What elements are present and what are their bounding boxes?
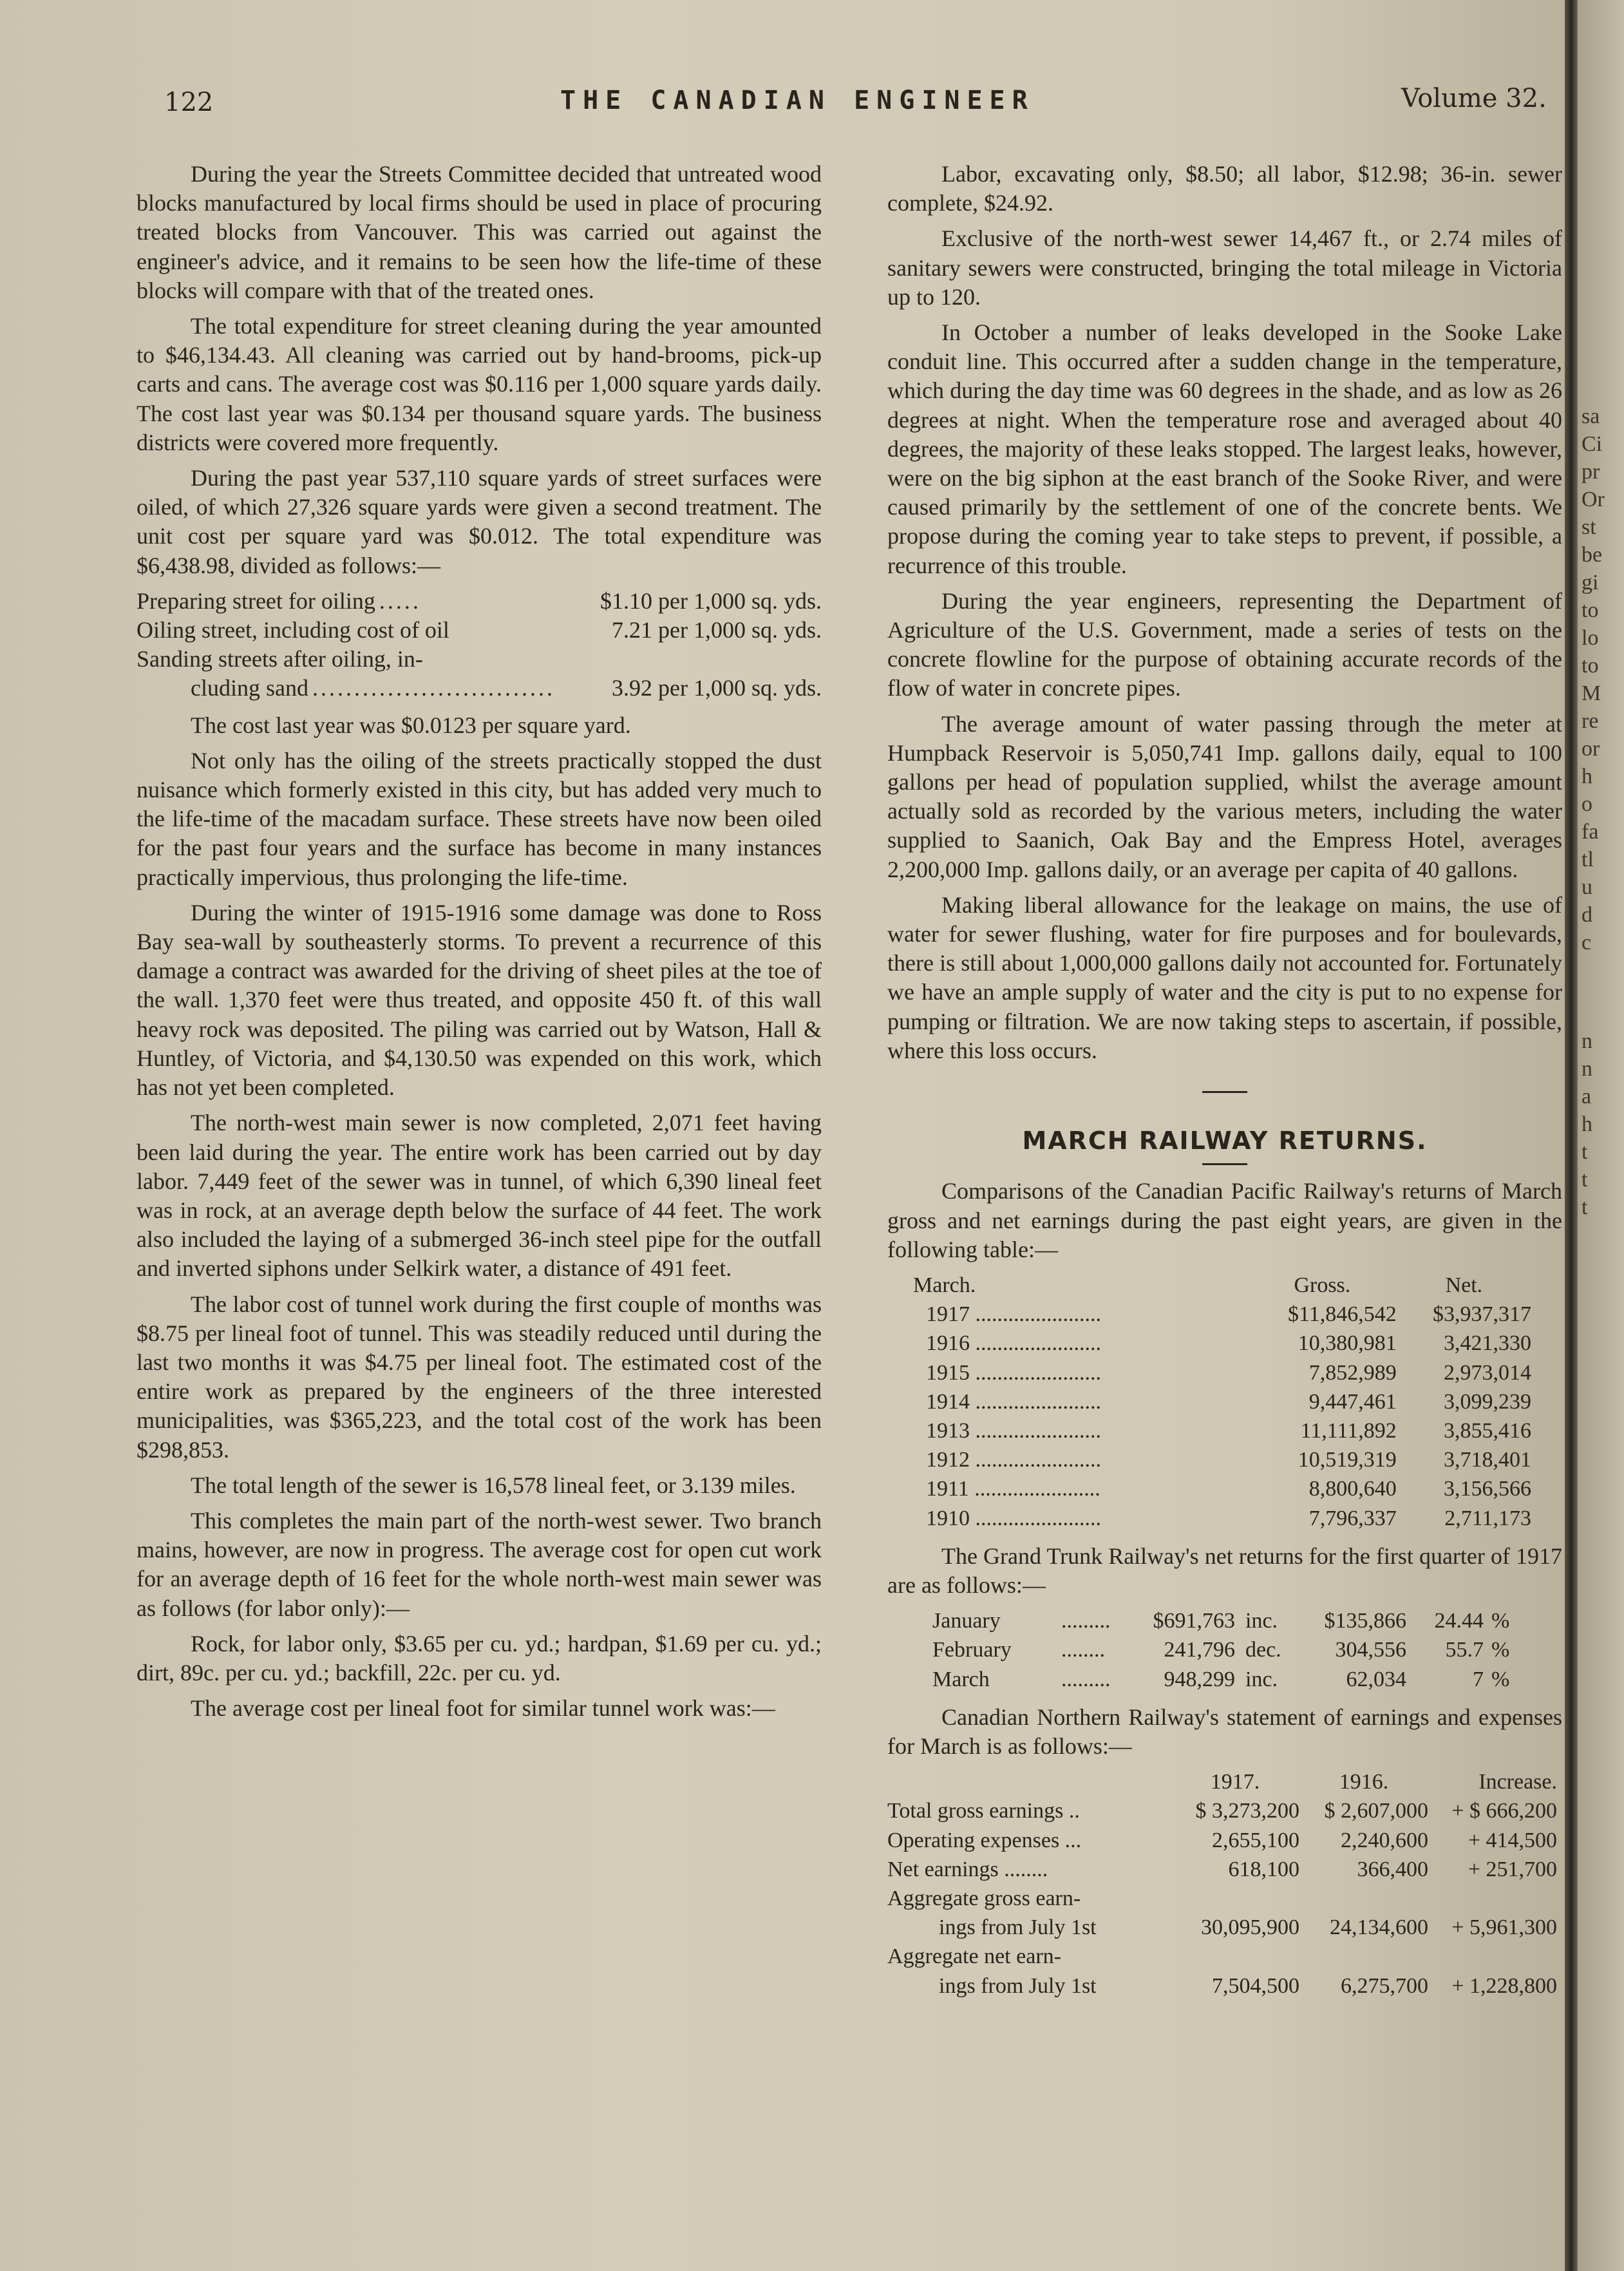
page-fragment: Or: [1582, 488, 1605, 511]
table-row: 1912 ....................... 10,519,319 3,718,401: [926, 1448, 1531, 1472]
table-row: 1916 ....................... 10,380,981 3,421,330: [926, 1331, 1531, 1356]
paragraph: In October a number of leaks developed in the Sooke Lake conduit line. This occurred after a sudden change in the temperature, which during the day time was 60 degrees in the shade, and as low as 26 degrees at night. When the temperature rose and averaged about 40 degrees, the majority of these leaks stopped. The largest leaks, however, were on the big siphon at the east branch of the Sooke River, and were caused primarily by the settlement of one of the concrete bents. We propose during the coming year to take steps to prevent, if possible, a recurrence of this trouble.: [887, 319, 1562, 578]
page-fragment: tl: [1582, 848, 1594, 871]
page-fragment: or: [1582, 737, 1600, 761]
oiling-item: Oiling street, including cost of oil 7.21 per 1,000 sq. yds.: [137, 617, 822, 643]
gtr-returns-table: [932, 1606, 1509, 1694]
page-fragment: fa: [1582, 820, 1599, 844]
heading-underline: [1202, 1163, 1247, 1165]
cnr-earnings-table: [887, 1767, 1557, 2000]
paragraph: The Grand Trunk Railway's net returns for the first quarter of 1917 are as follows:—: [887, 1543, 1562, 1598]
table-row: 1913 ....................... 11,111,892 3,855,416: [926, 1418, 1531, 1443]
column-header: Net.: [1445, 1273, 1483, 1297]
paragraph: Comparisons of the Canadian Pacific Railway's returns of March gross and net earnings during the past eight years, are given in the following table:—: [887, 1178, 1562, 1262]
paragraph: The total expenditure for street cleaning during the year amounted to $46,134.43. All cleaning was carried out by hand-brooms, pick-up carts and cans. The average cost was $0.116 per 1,000 square yards daily. The cost last year was $0.134 per thousand square yards. The business districts were covered more frequently.: [137, 313, 822, 455]
page-fragment: h: [1582, 1112, 1592, 1136]
page-fragment: o: [1582, 792, 1592, 816]
column-header: March.: [913, 1273, 976, 1297]
paragraph: The average amount of water passing through the meter at Humpback Reservoir is 5,050,741 Imp. gallons daily, equal to 100 gallons per head of population supplied, whilst the average amount actually sold as recorded by the various meters, including the water supplied to Saanich, Oak Bay and the Empress Hotel, averages 2,200,000 Imp. gallons daily, or an average per capita of 40 gallons.: [887, 710, 1562, 882]
oiling-item: Sanding streets after oiling, in-: [137, 646, 423, 672]
page-fragment: Ci: [1582, 432, 1603, 456]
table-header-row: [887, 1767, 1557, 1796]
paragraph: Labor, excavating only, $8.50; all labor, $12.98; 36-in. sewer complete, $24.92.: [887, 161, 1562, 216]
page-fragment: to: [1582, 598, 1599, 622]
paragraph: Rock, for labor only, $3.65 per cu. yd.; hardpan, $1.69 per cu. yd.; dirt, 89c. per cu. yd.; backfill, 22c. per cu. yd.: [137, 1630, 822, 1686]
page-fragment: n: [1582, 1057, 1592, 1081]
page-fragment: gi: [1582, 571, 1599, 594]
table-row: Operating expenses ... 2,655,100 2,240,600 + 414,500: [887, 1828, 1557, 1852]
table-header-row: [913, 1271, 1531, 1300]
table-row: Total gross earnings .. $ 3,273,200 $ 2,607,000 + $ 666,200: [887, 1799, 1557, 1823]
left-column: [137, 160, 822, 1729]
page-fragment: t: [1582, 1168, 1588, 1192]
oiling-cost-list: [137, 587, 822, 703]
page-fragment: c: [1582, 931, 1592, 955]
table-row: 1915 ....................... 7,852,989 2,973,014: [926, 1360, 1531, 1385]
table-row: March ......... 948,299 inc. 62,034 7 %: [932, 1667, 1510, 1691]
column-header: 1917.: [1210, 1770, 1260, 1794]
section-heading: MARCH RAILWAY RETURNS.: [1022, 1126, 1428, 1155]
page-fragment: lo: [1582, 626, 1599, 650]
page-number: 122: [164, 88, 214, 117]
table-row: February ........ 241,796 dec. 304,556 55.7 %: [932, 1638, 1510, 1662]
paragraph: During the winter of 1915-1916 some damage was done to Ross Bay sea-wall by southeasterly storms. To prevent a recurrence of this damage a contract was awarded for the driving of sheet piles at the toe of the wall. 1,370 feet were thus treated, and opposite 450 ft. of this wall heavy rock was deposited. The piling was carried out by Watson, Hall & Huntley, of Victoria, and $4,130.50 was expended on this work, which has not yet been completed.: [137, 899, 822, 1101]
page-fragment: t: [1582, 1140, 1588, 1164]
oiling-item: Preparing street for oiling ..... $1.10 per 1,000 sq. yds.: [137, 587, 822, 614]
paragraph: Canadian Northern Railway's statement of earnings and expenses for March is as follows:—: [887, 1704, 1562, 1759]
page-fragment: re: [1582, 709, 1599, 733]
paragraph: The average cost per lineal foot for similar tunnel work was:—: [191, 1695, 775, 1722]
page-header: [0, 82, 1571, 121]
table-row: January ......... $691,763 inc. $135,866 24.44 %: [932, 1609, 1510, 1633]
page-fragment: be: [1582, 543, 1603, 567]
table-row: 1911 ....................... 8,800,640 3,156,566: [926, 1477, 1531, 1501]
table-row: Net earnings ........ 618,100 366,400 + 251,700: [887, 1857, 1557, 1881]
right-column: [887, 160, 1562, 2000]
page-fragment: t: [1582, 1195, 1588, 1219]
paragraph: The total length of the sewer is 16,578 lineal feet, or 3.139 miles.: [191, 1472, 796, 1498]
page-fragment: d: [1582, 903, 1592, 927]
page-fragment: h: [1582, 765, 1592, 788]
section-divider: [1202, 1091, 1247, 1093]
table-row: 1910 ....................... 7,796,337 2,711,173: [926, 1506, 1531, 1530]
page-fragment: pr: [1582, 460, 1600, 484]
page-fragment: a: [1582, 1085, 1592, 1108]
journal-title: THE CANADIAN ENGINEER: [560, 86, 1035, 115]
table-row: Aggregate gross earn-: [887, 1886, 1081, 1910]
page-gutter: [1565, 0, 1578, 2271]
table-row: ings from July 1st 7,504,500 6,275,700 + 1,228,800: [939, 1973, 1557, 1998]
page-fragment: u: [1582, 875, 1592, 899]
page-fragment: M: [1582, 681, 1601, 705]
column-header: Increase.: [1478, 1770, 1557, 1794]
paragraph: During the year engineers, representing the Department of Agriculture of the U.S. Government, made a series of tests on the concrete flowline for the purpose of obtaining accurate records of the flow of water in concrete pipes.: [887, 587, 1562, 701]
column-header: 1916.: [1339, 1770, 1389, 1794]
paragraph: The cost last year was $0.0123 per square yard.: [191, 712, 631, 738]
page-fragment: st: [1582, 515, 1596, 539]
paragraph: During the year the Streets Committee decided that untreated wood blocks manufactured by local firms should be used in place of procuring treated blocks from Vancouver. This was carried out against the engineer's advice, and it remains to be seen how the life-time of these blocks will compare with that of the treated ones.: [137, 161, 822, 303]
paragraph: This completes the main part of the north-west sewer. Two branch mains, however, are now in progress. The average cost for open cut work for an average depth of 16 feet for the whole north-west main sewer was as follows (for labor only):—: [137, 1507, 822, 1621]
page-fragment: sa: [1582, 404, 1600, 428]
table-row: 1917 ....................... $11,846,542 $3,937,317: [926, 1302, 1531, 1327]
cpr-returns-table: [913, 1271, 1531, 1533]
paragraph: Exclusive of the north-west sewer 14,467 ft., or 2.74 miles of sanitary sewers were constructed, bringing the total mileage in Victoria up to 120.: [887, 225, 1562, 310]
paragraph: The labor cost of tunnel work during the first couple of months was $8.75 per lineal foot of tunnel. This was steadily reduced until during the last two months it was $4.75 per lineal foot. The estimated cost of the entire work as prepared by the engineers of the three interested municipalities, was $365,223, and the total cost of the work has been $298,853.: [137, 1291, 822, 1463]
paragraph: The north-west main sewer is now completed, 2,071 feet having been laid during the year. The entire work has been carried out by day labor. 7,449 feet of the sewer was in tunnel, of which 6,390 lineal feet was in rock, at an average depth below the surface of 44 feet. The work also included the laying of a submerged 36-inch steel pipe for the outfall and inverted siphons under Selkirk water, a distance of 491 feet.: [137, 1110, 822, 1282]
column-header: Gross.: [1294, 1273, 1351, 1297]
page-fragment: to: [1582, 654, 1599, 678]
paragraph: During the past year 537,110 square yards of street surfaces were oiled, of which 27,326 square yards were given a second treatment. The unit cost per square yard was $0.012. The total expenditure was $6,438.98, divided as follows:—: [137, 465, 822, 578]
page-fragment: n: [1582, 1029, 1592, 1053]
table-row: Aggregate net earn-: [887, 1944, 1061, 1969]
adjacent-page-edge: [1578, 0, 1624, 2271]
oiling-item: cluding sand ............................. 3.92 per 1,000 sq. yds.: [191, 675, 822, 701]
table-row: 1914 ....................... 9,447,461 3,099,239: [926, 1389, 1531, 1414]
table-row: ings from July 1st 30,095,900 24,134,600 + 5,961,300: [939, 1915, 1557, 1940]
paragraph: Making liberal allowance for the leakage on mains, the use of water for sewer flushing, water for fire purposes and for boulevards, there is still about 1,000,000 gallons daily not accounted for. Fortunately we have an ample supply of water and the city is put to no expense for pumping or filtration. We are now taking steps to ascertain, if possible, where this loss occurs.: [887, 891, 1562, 1063]
paragraph: Not only has the oiling of the streets practically stopped the dust nuisance which formerly existed in this city, but has added very much to the life-time of the macadam surface. These streets have now been oiled for the past four years and the surface has become in many instances practically impervious, thus prolonging the life-time.: [137, 747, 822, 890]
volume-label: Volume 32.: [1401, 84, 1547, 113]
